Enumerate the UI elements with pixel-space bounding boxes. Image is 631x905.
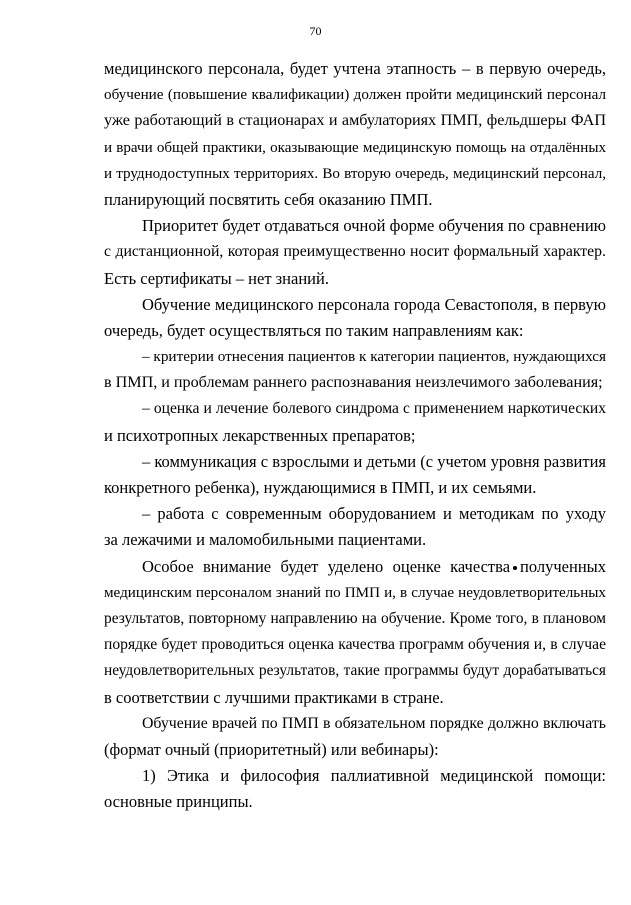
- text-line: порядке будет проводиться оценка качества программ обучения и, в случае: [104, 636, 606, 654]
- text-line: Обучение врачей по ПМП в обязательном порядке должно включать: [142, 714, 606, 732]
- text-line: в соответствии с лучшими практиками в стране.: [104, 687, 444, 707]
- paragraph: [104, 292, 606, 344]
- text-line: – коммуникация с взрослыми и детьми (с учетом уровня развития: [142, 451, 606, 471]
- text-line: – оценка и лечение болевого синдрома с применением наркотических: [142, 400, 606, 418]
- document-body: [104, 56, 606, 815]
- text-line: – критерии отнесения пациентов к категории пациентов, нуждающихся: [142, 348, 606, 366]
- text-line: [104, 554, 606, 580]
- paragraph: [104, 554, 606, 711]
- numbered-item: [104, 763, 606, 815]
- text-line: – работа с современным оборудованием и методикам по уходу: [142, 504, 606, 524]
- list-item: [104, 449, 606, 501]
- text-line: 1) Этика и философия паллиативной медицинской помощи:: [142, 766, 606, 786]
- bullet-dot-icon: [513, 566, 517, 570]
- paragraph: [104, 213, 606, 292]
- text-line: в ПМП, и проблемам раннего распознавания неизлечимого заболевания;: [104, 374, 603, 392]
- text-line: (формат очный (приоритетный) или вебинары):: [104, 739, 439, 759]
- text-line: обучение (повышение квалификации) должен пройти медицинский персонал: [104, 87, 606, 104]
- text-line: очередь, будет осуществляться по таким направлениям как:: [104, 320, 524, 340]
- text-line: Есть сертификаты – нет знаний.: [104, 268, 329, 288]
- text-line: конкретного ребенка), нуждающимися в ПМП, и их семьями.: [104, 478, 537, 497]
- text-line: и труднодоступных территориях. Во вторую очередь, медицинский персонал,: [104, 165, 606, 182]
- text-line: и врачи общей практики, оказывающие медицинскую помощь на отдалённых: [104, 139, 606, 156]
- page-number: 70: [309, 24, 322, 38]
- text-line: Приоритет будет отдаваться очной форме обучения по сравнению: [142, 216, 606, 236]
- list-item: [104, 396, 606, 448]
- text-line: медицинским персоналом знаний по ПМП и, в случае неудовлетворительных: [104, 584, 606, 601]
- text-line: основные принципы.: [104, 792, 253, 812]
- list-item: [104, 344, 606, 396]
- text-line: и психотропных лекарственных препаратов;: [104, 425, 416, 445]
- text-line: неудовлетворительных результатов, такие программы будут дорабатываться: [104, 662, 606, 680]
- text-line: за лежачими и маломобильными пациентами.: [104, 530, 427, 550]
- text-line: Обучение медицинского персонала города Севастополя, в первую: [142, 294, 606, 314]
- paragraph: [104, 711, 606, 763]
- paragraph: [104, 56, 606, 213]
- text-line: результатов, повторному направлению на обучение. Кроме того, в плановом: [104, 609, 606, 627]
- text-line: медицинского персонала, будет учтена этапность – в первую очередь,: [104, 59, 606, 78]
- text-line: планирующий посвятить себя оказанию ПМП.: [104, 189, 433, 209]
- list-item: [104, 501, 606, 553]
- text-line: с дистанционной, которая преимущественно носит формальный характер.: [104, 243, 606, 261]
- text-fragment: Особое внимание будет уделено оценке качества: [142, 556, 511, 576]
- text-line: уже работающий в стационарах и амбулаториях ПМП, фельдшеры ФАП: [104, 112, 606, 130]
- text-fragment: полученных: [520, 556, 606, 576]
